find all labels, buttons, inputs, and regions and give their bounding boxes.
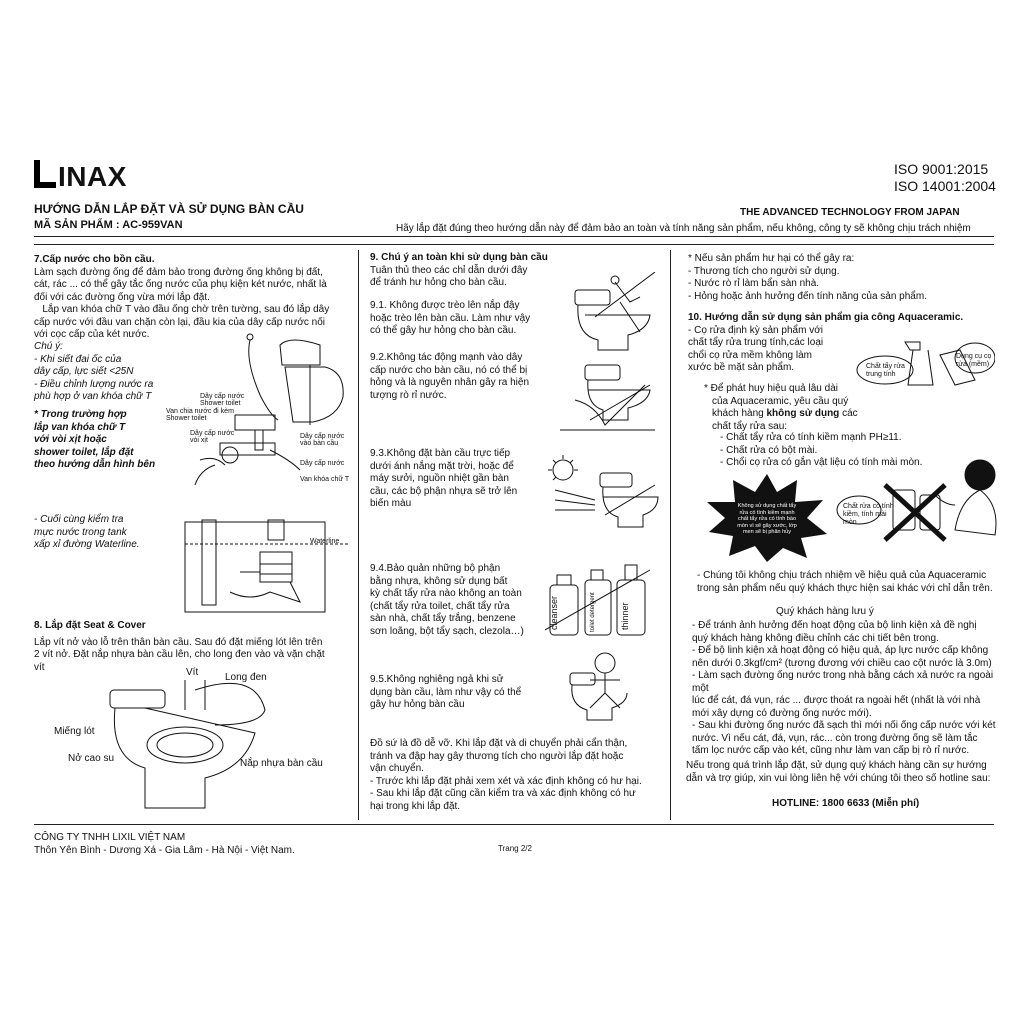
section-7-title: 7.Cấp nước cho bồn cầu. [34, 254, 155, 265]
effect-line: * Để phát huy hiệu quả lâu dài [704, 383, 838, 394]
section-7-line: Lắp van khóa chữ T vào đầu ống chờ trên tường, sau đó lắp dây [34, 304, 330, 315]
attention-block [692, 620, 997, 758]
section-7-line: cát, rác ... có thể gây tắc ống nước của phụ kiện két nước, nhất là [34, 279, 327, 290]
item-line: hỏng và là nguyên nhân gây ra hiện [370, 377, 530, 388]
damage-block [688, 253, 988, 303]
item-line: 9.1. Không được trèo lên nắp đậy [370, 300, 520, 311]
damage-line: - Hỏng hoặc ảnh hưởng đến tính năng của sản phẩm. [688, 290, 927, 302]
tvalve-note [34, 409, 174, 472]
attention-line: tấm lọc nước cấp vào két, cũng như làm van cấp bị rò rỉ nước. [692, 745, 970, 756]
bad-cleaner-item: - Chất rửa có bột mài. [720, 444, 818, 456]
item-line: (chất tẩy rửa toilet, chất tẩy rửa [370, 600, 510, 612]
attention-line: nên dưới 0.3kgf/cm² (tương đương với chiều cao cột nước là 3.0m) [692, 657, 992, 669]
bad-cleaner-item: - Chất tẩy rửa có tính kiềm mạnh PH≥11. [720, 432, 902, 443]
item-line: máy sưởi, nguồn nhiệt gần bàn [370, 473, 509, 484]
item-line: có thể gây hư hỏng cho bàn cầu. [370, 325, 517, 336]
attention-line: lúc để cát, đá vụn, rác ... được thoát ra ngoài hết (nhất là với nhà [692, 695, 981, 706]
iso-certifications [894, 161, 996, 195]
item-line: 9.5.Không nghiêng ngả khi sử [370, 674, 504, 685]
sunlight-illustration [545, 455, 660, 540]
logo-mark-icon [34, 160, 56, 188]
label-t-valve: Van khóa chữ T [300, 476, 350, 483]
fragile-note [370, 738, 665, 813]
tank-diagram [180, 512, 360, 617]
label-shower-toilet-2: Shower toilet [166, 415, 207, 422]
tilting-child-illustration [560, 648, 660, 728]
page-number: Trang 2/2 [498, 844, 532, 853]
bubble-soft-brush [956, 353, 991, 369]
label-shower-toilet: Shower toilet [200, 400, 241, 407]
liability-note [697, 570, 997, 595]
logo-text: INAX [58, 161, 127, 192]
note-block [34, 341, 174, 404]
item-9-5 [370, 674, 555, 712]
bubble-line: trung tính [866, 371, 896, 378]
section-7-line: đối với các đường ống vừa mới lắp đặt. [34, 291, 210, 303]
effect-line: của Aquaceramic, yêu cầu quý [712, 395, 849, 407]
bubble-line: Chất tẩy rửa [866, 363, 905, 370]
company-name: CÔNG TY TNHH LIXIL VIỆT NAM [34, 832, 186, 843]
label-pad: Miếng lót [54, 726, 95, 737]
label-spray-hose: Dây cấp nước [190, 430, 235, 437]
item-line: cấp nước cho bàn cầu, nó có thể bị [370, 364, 528, 376]
liability-line: - Chúng tôi không chịu trách nhiệm về hiệu quả của Aquaceramic [697, 570, 987, 581]
tvalve-line: lắp van khóa chữ T [34, 421, 126, 433]
section-8-title: 8. Lắp đặt Seat & Cover [34, 620, 146, 631]
star-line: men sẽ bị phân hủy [742, 529, 791, 535]
section-9-title: 9. Chú ý an toàn khi sử dụng bàn cầu [370, 252, 548, 263]
attention-heading: Quý khách hàng lưu ý [776, 606, 874, 617]
effect-emphasis: không sử dụng [766, 408, 840, 419]
attention-line: - Sau khi đường ống nước đã sạch thì mới nối ống cấp nước với két [692, 720, 996, 731]
company-address: Thôn Yên Bình - Dương Xá - Gia Lâm - Hà Nội - Việt Nam. [34, 845, 295, 856]
item-line: sàn nhà, chất tẩy trắng, benzene [370, 613, 516, 624]
effect-line: chất tẩy rửa sau: [712, 420, 788, 432]
water-note [34, 514, 174, 552]
item-line: tượng rò rỉ nước. [370, 389, 447, 401]
label-supply-hose: Dây cấp nước [200, 393, 245, 400]
iso-14001: ISO 14001:2004 [894, 178, 996, 194]
fragile-line: - Sau khi lắp đặt cũng cần kiểm tra và xác định không có hư [370, 788, 636, 799]
fragile-line: - Trước khi lắp đặt phải xem xét và xác định không có hư hại. [370, 775, 642, 787]
section-10-line: - Cọ rửa định kỳ sản phẩm với [688, 324, 823, 336]
label-toilet-detergent: toilet detergent [590, 592, 596, 632]
header-divider [34, 236, 994, 237]
star-line: Không sử dụng chất tẩy [737, 503, 797, 509]
tvalve-line: theo hướng dẫn hình bên [34, 459, 156, 470]
tvalve-line: * Trong trường hợp [34, 409, 127, 420]
item-line: 9.2.Không tác động mạnh vào dây [370, 352, 523, 363]
star-line: mòn vì sẽ gây xước, lớp [737, 522, 797, 529]
notice: Hãy lắp đặt đúng theo hướng dẫn này để đảm bảo an toàn và tính năng sản phẩm, nếu không, công ty sẽ không chịu trách nhiệm [396, 223, 971, 234]
tagline: THE ADVANCED TECHNOLOGY FROM JAPAN [740, 207, 960, 218]
item-9-3 [370, 448, 555, 511]
bubble-line: Chất rửa có tính [843, 503, 894, 510]
water-line: mực nước trong tank [34, 526, 127, 538]
item-line: hoặc trèo lên bàn cầu. Làm như vậy [370, 312, 531, 324]
note-line: - Điều chỉnh lượng nước ra [34, 378, 154, 390]
section-8-line: 2 vít nở. Đặt nắp nhựa bàn cầu lên, cho long đen vào và vặn chặt [34, 649, 325, 660]
label-screw: Vít [186, 667, 199, 678]
item-line: dụng bàn cầu, làm như vậy có thể [370, 686, 522, 698]
attention-line: nước. Vì nếu cát, đá, vụn, rác... còn trong đường ống sẽ làm tắc [692, 732, 978, 744]
tvalve-line: với vòi xịt hoặc [34, 434, 107, 445]
section-10-line: chất tẩy rửa trung tính,các loại [688, 337, 824, 348]
item-line: dưới ánh nắng mặt trời, hoặc để [370, 460, 514, 472]
item-line: 9.3.Không đặt bàn cầu trực tiếp [370, 448, 511, 459]
label-washer: Long đen [225, 672, 267, 683]
hose-damage-illustration [560, 360, 660, 440]
liability-line: trong sản phẩm nếu quý khách thực hiện sai khác với chỉ dẫn trên. [697, 582, 993, 594]
footer-divider [34, 824, 994, 825]
label-supply-hose-right: Dây cấp nước [300, 460, 345, 467]
label-diverter: Van chia nước đi kèm [166, 408, 234, 415]
contact-line: Nếu trong quá trình lắp đặt, sử dụng quý khách hàng cần sự hướng [686, 760, 987, 771]
attention-line: - Để bộ linh kiện xả hoạt động có hiệu quả, áp lực nước cấp không [692, 645, 989, 656]
water-line: xấp xỉ đường Waterline. [34, 539, 140, 550]
fragile-line: vận chuyển. [370, 763, 424, 774]
seat-diagram [95, 670, 315, 820]
section-9-intro: Tuân thủ theo các chỉ dẫn dưới đây [370, 264, 528, 276]
item-line: kỳ chất tẩy rửa nào không an toàn [370, 588, 522, 599]
bubble-line: kiềm, tính mài [843, 511, 887, 518]
fragile-line: Đồ sứ là đồ dễ vỡ. Khi lắp đặt và di chuyển phải cẩn thận, [370, 738, 628, 749]
section-10-line: chổi cọ rửa mềm không làm [688, 349, 812, 361]
item-9-2 [370, 352, 555, 402]
attention-line: - Để tránh ảnh hưởng đến hoạt động của bộ linh kiện xả đề nghị [692, 620, 977, 631]
water-line: - Cuối cùng kiểm tra [34, 514, 124, 525]
item-line: sơn loãng, bột tẩy sạch, clezola…) [370, 625, 524, 637]
detergent-bottles-illustration [545, 560, 660, 640]
company-info [34, 831, 295, 857]
warning-star-text [727, 503, 807, 536]
tvalve-line: shower toilet, lắp đặt [34, 446, 134, 458]
section-8-line: vít [34, 661, 45, 673]
iso-9001: ISO 9001:2015 [894, 161, 989, 177]
label-rubber-anchor: Nở cao su [68, 753, 115, 764]
section-7-line: Làm sạch đường ống để đảm bảo trong đường ống không bị đất, [34, 266, 323, 278]
note-line: phù hợp ở van khóa chữ T [34, 391, 152, 402]
item-line: 9.4.Bảo quản những bộ phận [370, 563, 501, 574]
section-7-line: cấp nước với đầu van chặn còn lại, đầu kia của dây cấp nước nối [34, 316, 326, 328]
effect-block [700, 383, 880, 433]
attention-line: - Làm sạch đường ống nước trong nhà bằng cách xả nước ra ngoài một [692, 670, 994, 694]
note-title: Chú ý: [34, 341, 63, 352]
document-title: HƯỚNG DẪN LẮP ĐẶT VÀ SỬ DỤNG BÀN CẦU [34, 202, 304, 216]
bubble-line: rửa (mềm) [956, 361, 990, 368]
inax-logo [34, 160, 127, 193]
product-code: MÃ SẢN PHẨM : AC-959VAN [34, 219, 183, 231]
section-9-intro: để tránh hư hỏng cho bàn cầu. [370, 277, 507, 288]
section-10-line: xước bề mặt sản phẩm. [688, 362, 795, 373]
effect-text: các [839, 408, 858, 419]
section-7-line: với cọc cấp của két nước. [34, 329, 150, 340]
note-line: - Khi siết đai ốc của [34, 353, 122, 365]
label-waterline: Waterline [310, 538, 340, 545]
attention-line: quý khách hàng không điều chỉnh các chi tiết bên trong. [692, 632, 939, 644]
hotline: HOTLINE: 1800 6633 (Miễn phí) [772, 798, 920, 809]
item-line: bằng nhựa, không sử dụng bất [370, 575, 508, 587]
item-line: biến màu [370, 498, 412, 509]
section-8-line: Lắp vít nở vào lỗ trên thân bàn cầu. Sau đó đặt miếng lót lên trên [34, 636, 323, 648]
item-9-1 [370, 300, 555, 338]
effect-text: khách hàng [712, 408, 767, 419]
contact-block [686, 760, 996, 785]
star-line: chất tẩy rửa có tính bào [737, 516, 797, 522]
climbing-toilet-illustration [560, 272, 660, 352]
bubble-line: Dụng cụ cọ [956, 353, 992, 360]
star-line: rửa có tính kiềm mạnh [739, 509, 795, 516]
item-9-4 [370, 563, 555, 638]
header-divider-2 [34, 244, 994, 245]
label-cleanser: cleanser [549, 595, 559, 630]
contact-line: dẫn và trợ giúp, xin vui lòng liên hệ với chúng tôi theo số hotline sau: [686, 772, 991, 784]
bubble-neutral-detergent [866, 363, 905, 379]
label-seat-cover: Nắp nhựa bàn cầu [240, 758, 323, 769]
note-line: dây cấp, lực siết <25N [34, 366, 134, 377]
item-line: gây hư hỏng bàn cầu [370, 699, 465, 710]
fragile-line: hại trong khi lắp đặt. [370, 800, 461, 812]
label-toilet-hose: Dây cấp nước [300, 433, 345, 440]
section-8 [34, 620, 354, 674]
bad-cleaner-item: - Chổi cọ rửa có gắn vật liệu có tính mài mòn. [720, 457, 923, 468]
fragile-line: tránh va đập hay gây thương tích cho người lắp đặt hoặc [370, 750, 624, 762]
damage-line: * Nếu sản phẩm hư hại có thể gây ra: [688, 253, 855, 264]
bubble-alkaline [843, 503, 894, 527]
label-thinner: thinner [620, 602, 630, 630]
damage-line: - Nước rò rỉ làm bẩn sàn nhà. [688, 278, 820, 289]
bubble-line: mòn [843, 519, 857, 526]
column-divider-2 [670, 250, 671, 820]
section-10-title: 10. Hướng dẫn sử dụng sản phẩm gia công Aquaceramic. [688, 312, 964, 323]
label-toilet-hose-2: vào bàn cầu [300, 440, 339, 447]
label-spray-hose-2: vòi xịt [190, 437, 208, 444]
damage-line: - Thương tích cho người sử dụng. [688, 265, 840, 277]
item-line: cầu, các bộ phận nhựa sẽ trở lên [370, 485, 518, 497]
attention-line: mới xây dựng có đường ống nước mới). [692, 707, 872, 719]
